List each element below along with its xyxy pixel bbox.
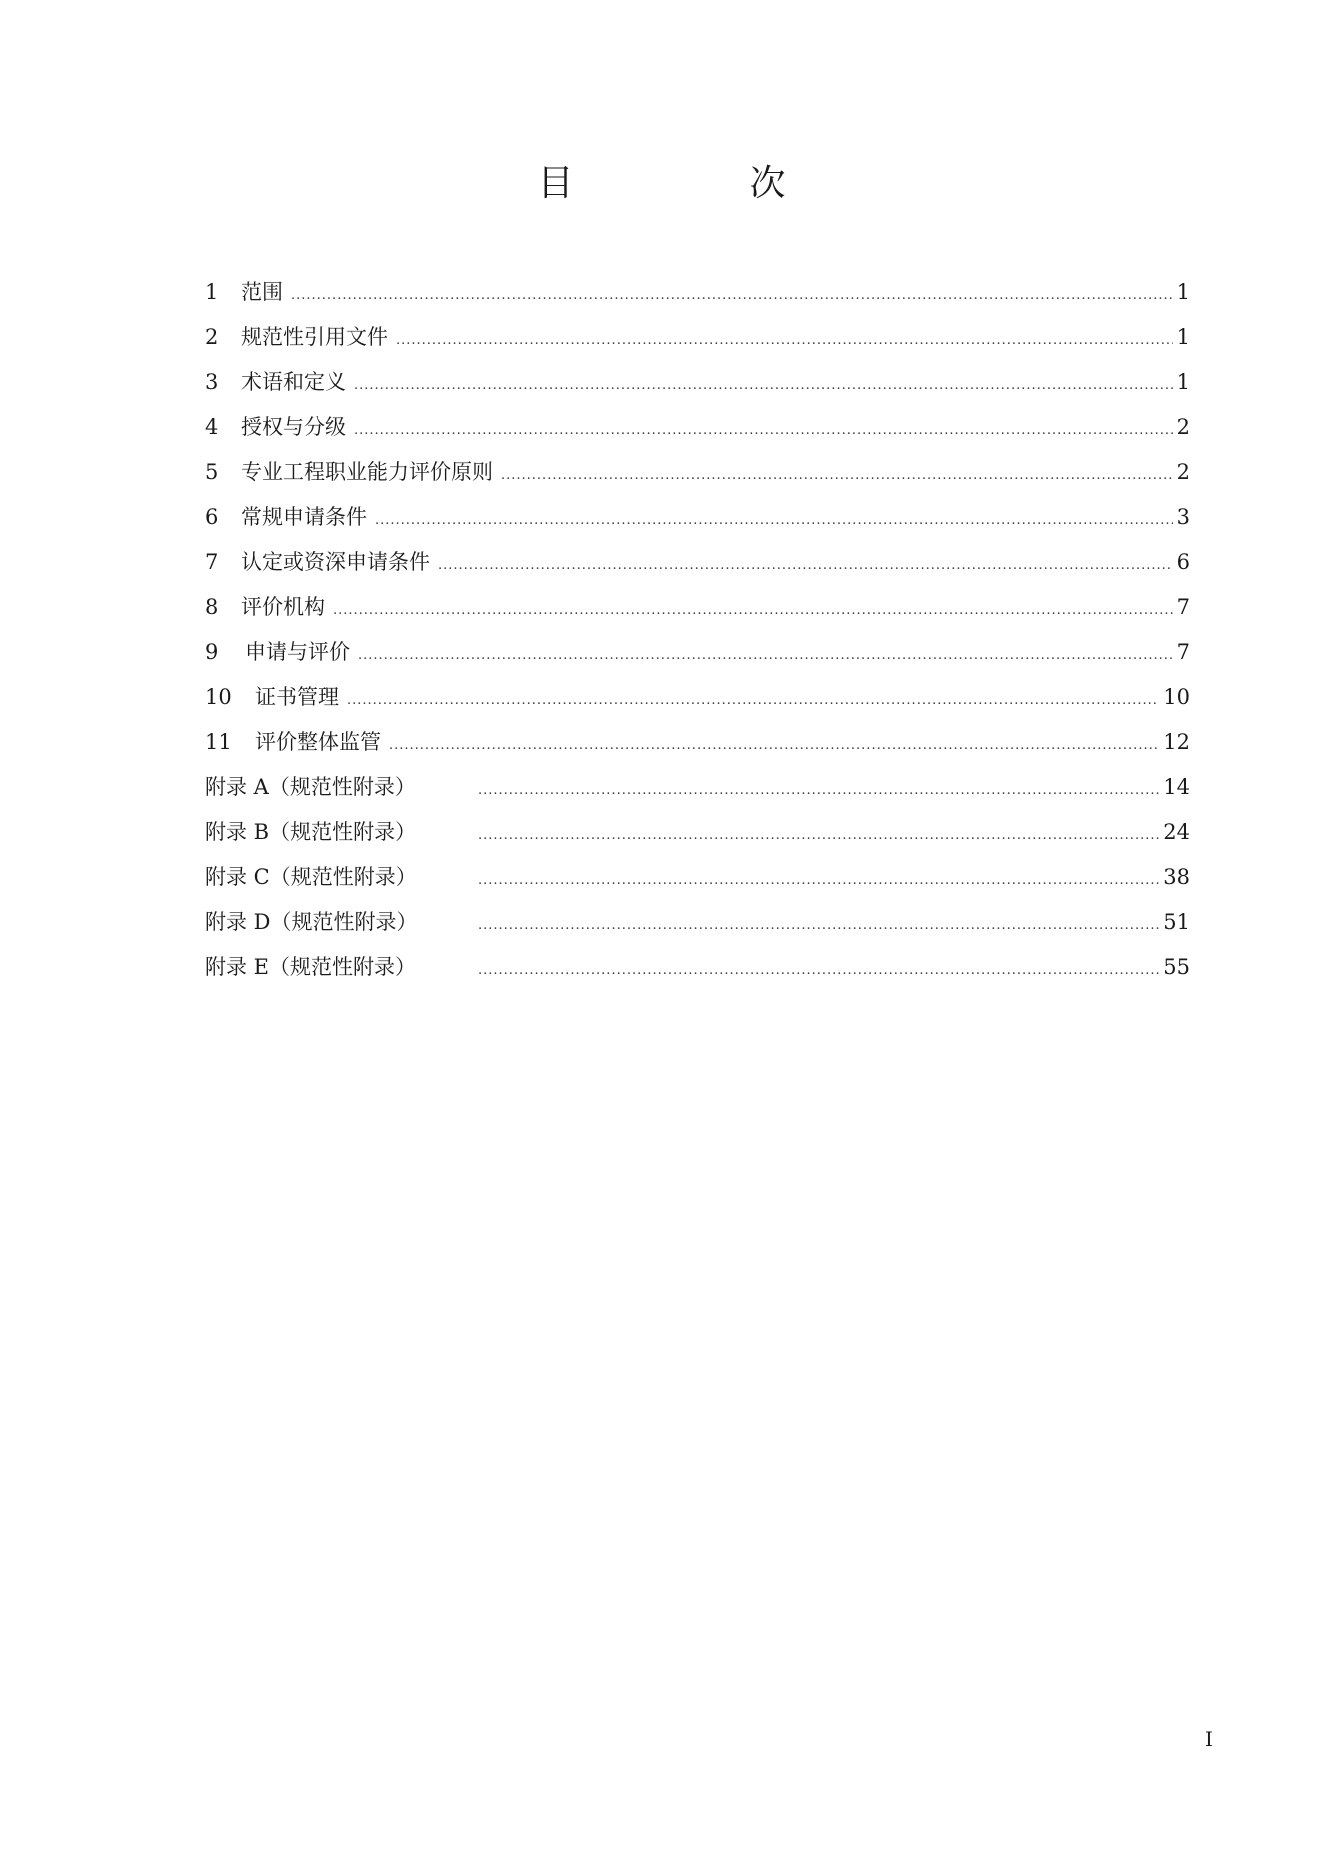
toc-entry-page: 1 <box>1176 280 1190 304</box>
toc-entry-title: 附录 C（规范性附录） <box>205 865 417 889</box>
toc-entry-number: 8 <box>205 595 219 619</box>
toc-entry-title: 范围 <box>241 280 283 304</box>
toc-entry-number: 1 <box>205 280 219 304</box>
toc-entry-page: 2 <box>1176 460 1190 484</box>
toc-entry-title: 评价机构 <box>241 595 325 619</box>
toc-leader-dots <box>478 813 1159 858</box>
toc-entry-appendix[interactable] <box>205 810 1190 855</box>
page-number: I <box>1205 1727 1213 1751</box>
toc-entry-page: 10 <box>1163 685 1190 709</box>
toc-leader-dots <box>478 903 1159 948</box>
toc-entry-number: 11 <box>205 730 232 754</box>
toc-entry-title: 授权与分级 <box>241 415 346 439</box>
toc-entry[interactable] <box>205 405 1190 450</box>
toc-entry-appendix[interactable] <box>205 765 1190 810</box>
table-of-contents <box>205 270 1190 990</box>
toc-entry-page: 7 <box>1176 595 1190 619</box>
toc-entry-page: 24 <box>1163 820 1190 844</box>
toc-entry-number: 3 <box>205 370 219 394</box>
toc-entry-page: 3 <box>1176 505 1190 529</box>
toc-leader-dots <box>501 453 1173 498</box>
toc-entry-number: 6 <box>205 505 219 529</box>
toc-entry-appendix[interactable] <box>205 945 1190 990</box>
toc-entry-page: 2 <box>1176 415 1190 439</box>
toc-entry-page: 55 <box>1163 955 1190 979</box>
toc-entry-number: 4 <box>205 415 219 439</box>
toc-entry-title: 专业工程职业能力评价原则 <box>241 460 493 484</box>
toc-entry[interactable] <box>205 540 1190 585</box>
toc-entry-title: 附录 D（规范性附录） <box>205 910 418 934</box>
toc-entry[interactable] <box>205 720 1190 765</box>
toc-leader-dots <box>291 273 1173 318</box>
toc-leader-dots <box>347 678 1159 723</box>
toc-entry-title: 附录 B（规范性附录） <box>205 820 417 844</box>
toc-entry-title: 规范性引用文件 <box>241 325 388 349</box>
toc-leader-dots <box>358 633 1173 678</box>
toc-entry[interactable] <box>205 450 1190 495</box>
toc-entry-title: 常规申请条件 <box>241 505 367 529</box>
toc-entry-title: 认定或资深申请条件 <box>241 550 430 574</box>
toc-entry-appendix[interactable] <box>205 855 1190 900</box>
toc-leader-dots <box>375 498 1173 543</box>
toc-entry-number: 2 <box>205 325 219 349</box>
toc-leader-dots <box>438 543 1173 588</box>
toc-entry-number: 5 <box>205 460 219 484</box>
toc-entry-page: 6 <box>1176 550 1190 574</box>
toc-entry-appendix[interactable] <box>205 900 1190 945</box>
toc-entry-title: 申请与评价 <box>245 640 350 664</box>
toc-leader-dots <box>354 408 1173 453</box>
toc-entry[interactable] <box>205 495 1190 540</box>
toc-entry[interactable] <box>205 270 1190 315</box>
toc-entry-title: 证书管理 <box>255 685 339 709</box>
toc-entry-page: 51 <box>1163 910 1190 934</box>
toc-leader-dots <box>478 768 1159 813</box>
toc-entry[interactable] <box>205 315 1190 360</box>
toc-entry-title: 术语和定义 <box>241 370 346 394</box>
toc-entry-page: 7 <box>1176 640 1190 664</box>
toc-entry-title: 附录 A（规范性附录） <box>205 775 416 799</box>
toc-leader-dots <box>333 588 1173 633</box>
toc-entry[interactable] <box>205 675 1190 720</box>
toc-entry[interactable] <box>205 360 1190 405</box>
page-title: 目 次 <box>537 163 856 204</box>
toc-leader-dots <box>478 858 1159 903</box>
toc-entry[interactable] <box>205 585 1190 630</box>
toc-entry-page: 1 <box>1176 325 1190 349</box>
toc-leader-dots <box>396 318 1173 363</box>
toc-entry-number: 10 <box>205 685 232 709</box>
toc-entry-page: 12 <box>1163 730 1190 754</box>
toc-entry-title: 评价整体监管 <box>255 730 381 754</box>
toc-leader-dots <box>354 363 1173 408</box>
toc-entry-page: 1 <box>1176 370 1190 394</box>
toc-entry-page: 14 <box>1163 775 1190 799</box>
toc-entry-number: 9 <box>205 640 219 664</box>
toc-entry[interactable] <box>205 630 1190 675</box>
toc-leader-dots <box>478 948 1159 993</box>
toc-entry-page: 38 <box>1163 865 1190 889</box>
toc-leader-dots <box>389 723 1159 768</box>
toc-entry-number: 7 <box>205 550 219 574</box>
toc-entry-title: 附录 E（规范性附录） <box>205 955 417 979</box>
